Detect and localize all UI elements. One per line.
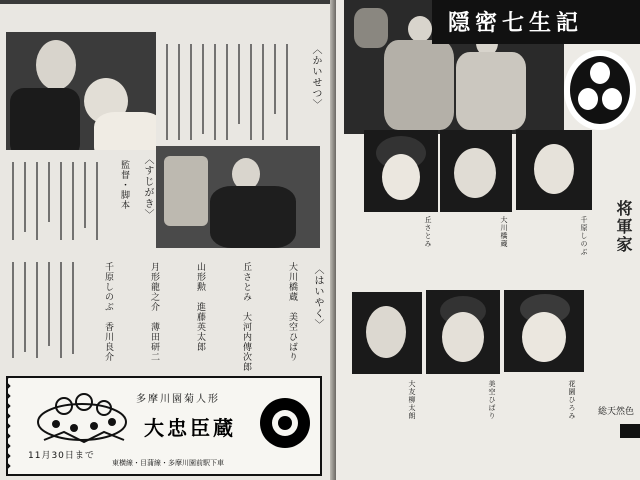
logo-tag: [620, 424, 640, 438]
portrait-2: [440, 130, 512, 212]
heading-haiyaku: 〈はいやく〉: [312, 264, 323, 330]
cast-list-extra: [12, 262, 92, 362]
film-title: 隠密七生記: [448, 11, 584, 36]
color-label: 総天然色: [598, 407, 635, 417]
cast-column-3: 山形勲 進藤英太郎: [195, 262, 205, 352]
portrait-1: [364, 130, 438, 212]
cast-column-5: 千原しのぶ 香川良介: [103, 262, 113, 362]
commentary-text: [166, 44, 302, 144]
cast-label-6: 花園ひろみ: [568, 380, 576, 420]
hollyhock-crest: [564, 50, 636, 130]
cast-column-2: 丘さとみ 大河内傳次郎: [241, 262, 251, 372]
event-banner: [6, 376, 322, 476]
credits-list: [12, 162, 112, 242]
portrait-3: [516, 130, 592, 210]
cast-label-3: 千原しのぶ: [580, 216, 588, 256]
credits-header: 監督・脚本: [119, 160, 129, 210]
photo-couple: [6, 32, 156, 150]
portrait-5: [426, 290, 500, 374]
side-label: 将軍家: [614, 200, 633, 254]
banner-subtitle: 多摩川園菊人形: [136, 394, 220, 405]
banner-left-border: [6, 376, 16, 472]
cast-label-1: 丘さとみ: [424, 216, 432, 248]
chrysanthemum-doll-illustration: [34, 392, 130, 444]
cast-label-4: 大友柳太朗: [408, 380, 416, 420]
banner-route: 東横線・目蒲線・多摩川園前駅下車: [112, 459, 224, 467]
cast-label-5: 美空ひばり: [488, 380, 496, 420]
left-page: [0, 4, 334, 480]
heading-suji: 〈すじがき〉: [142, 154, 153, 220]
banner-title: 大忠臣蔵: [144, 416, 236, 440]
cast-column-4: 月形龍之介 薄田研二: [149, 262, 159, 362]
cast-label-2: 大川橋蔵: [500, 216, 508, 248]
heading-kaisetsu: 〈かいせつ〉: [310, 44, 321, 110]
portrait-4: [352, 292, 422, 374]
photo-samurai: [156, 146, 320, 248]
banner-date: 11月30日まで: [28, 451, 95, 461]
right-page: [336, 0, 640, 480]
portrait-6: [504, 290, 584, 372]
cast-column-1: 大川橋蔵 美空ひばり: [287, 262, 297, 362]
mitsudomoe-emblem: [260, 398, 310, 448]
